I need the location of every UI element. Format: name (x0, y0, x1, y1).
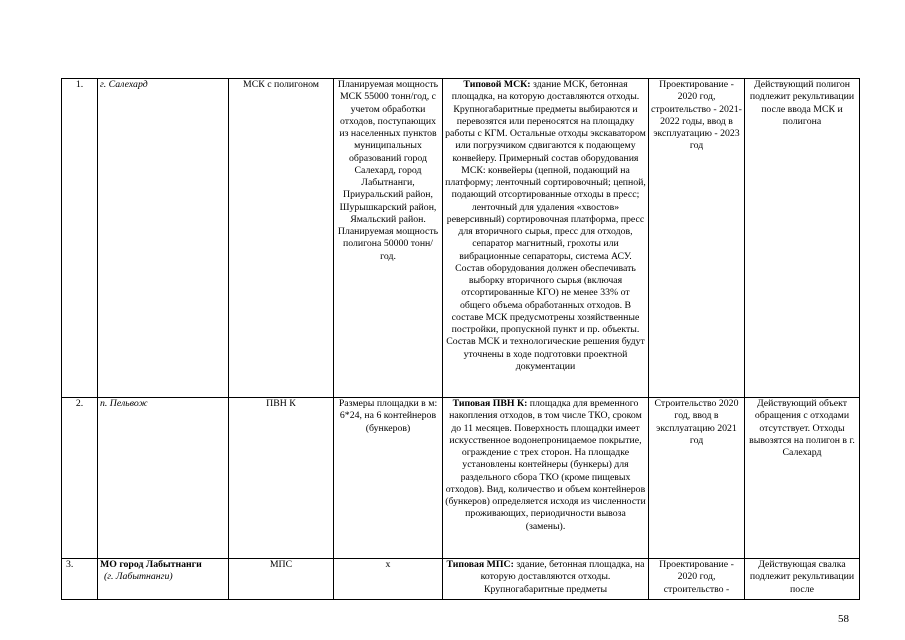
municipality-cell (98, 79, 229, 398)
page-number: 58 (838, 613, 849, 625)
table-row (62, 559, 860, 600)
municipality-group: МО город Лабытнанги (100, 559, 202, 570)
capacity-cell: Размеры площадки в м: 6*24, на 6 контейнеров (бункеров) (334, 398, 443, 559)
facility-type-cell: ПВН К (229, 398, 334, 559)
description-heading: Типовая ПВН К: (452, 398, 528, 409)
description-text: площадка для временного накопления отходов, в том числе ТКО, сроком до 11 месяцев. Поверхность площадки имеет искусственное водонепроницаемое покрытие, ограждение с трех сторон. На площадке установлены контейнеры (бункеры) для раздельного сбора ТКО (кроме пищевых отходов). Вид, количество и объем контейнеров (бункеров) определяется исходя из численности проживающих, периодичности вывоза (замены). (445, 398, 646, 532)
row-number: 1. (62, 79, 98, 398)
table-row (62, 79, 860, 398)
description-cell (443, 559, 649, 600)
note-cell: Действующий объект обращения с отходами отсутствует. Отходы вывозятся на полигон в г. Салехард (745, 398, 860, 559)
note-cell: Действующая свалка подлежит рекультивации после (745, 559, 860, 600)
facility-type-cell: МПС (229, 559, 334, 600)
description-text: здание МСК, бетонная площадка, на которую доставляются отходы. Крупногабаритные предметы выбираются и перевозятся или переносятся на площадку работы с КГМ. Остальные отходы экскаватором или погрузчиком сдвигаются к подающему конвейеру. Примерный состав оборудования МСК: конвейеры (цепной, подающий на платформу; ленточный сортировочный; цепной, подающий отсортированные отходы в пресс; ленточный для удаления «хвостов» реверсивный) сортировочная платформа, пресс для вторичного сырья, пресс для отходов, сепаратор магнитный, грохоты или вибрационные сепараторы, система АСУ. Состав оборудования должен обеспечивать выборку вторичного сырья (включая отсортированные КГО) не менее 33% от общего объема обработанных отходов. В составе МСК предусмотрены хозяйственные постройки, пропускной пункт и пр. объекты. Состав МСК и технологические решения будут уточнены в ходе подготовки проектной документации (445, 79, 646, 372)
description-cell (443, 79, 649, 398)
description-text: здание, бетонная площадка, на которую доставляются отходы. Крупногабаритные предметы (480, 559, 645, 595)
table-row (62, 398, 860, 559)
row-number: 3. (62, 559, 98, 600)
description-heading: Типовая МПС: (446, 559, 514, 570)
timing-cell: Проектирование - 2020 год, строительство - 2021-2022 годы, ввод в эксплуатацию - 2023 год (649, 79, 745, 398)
facilities-table (61, 78, 860, 600)
note-cell: Действующий полигон подлежит рекультивации после ввода МСК и полигона (745, 79, 860, 398)
timing-cell: Проектирование - 2020 год, строительство - (649, 559, 745, 600)
municipality-name: г. Салехард (100, 79, 148, 90)
capacity-cell: х (334, 559, 443, 600)
capacity-cell: Планируемая мощность МСК 55000 тонн/год, с учетом обработки отходов, поступающих из населенных пунктов муниципальных образований город Салехард, город Лабытнанги, Приуральский район, Шурышкарский район, Ямальский район. Планируемая мощность полигона 50000 тонн/год. (334, 79, 443, 398)
municipality-cell (98, 398, 229, 559)
timing-cell: Строительство 2020 год, ввод в эксплуатацию 2021 год (649, 398, 745, 559)
description-cell (443, 398, 649, 559)
facility-type-cell: МСК с полигоном (229, 79, 334, 398)
municipality-name: п. Пельвож (100, 398, 148, 409)
municipality-name: (г. Лабытнанги) (104, 571, 173, 583)
description-heading: Типовой МСК: (463, 79, 531, 90)
row-number: 2. (62, 398, 98, 559)
municipality-cell (98, 559, 229, 600)
